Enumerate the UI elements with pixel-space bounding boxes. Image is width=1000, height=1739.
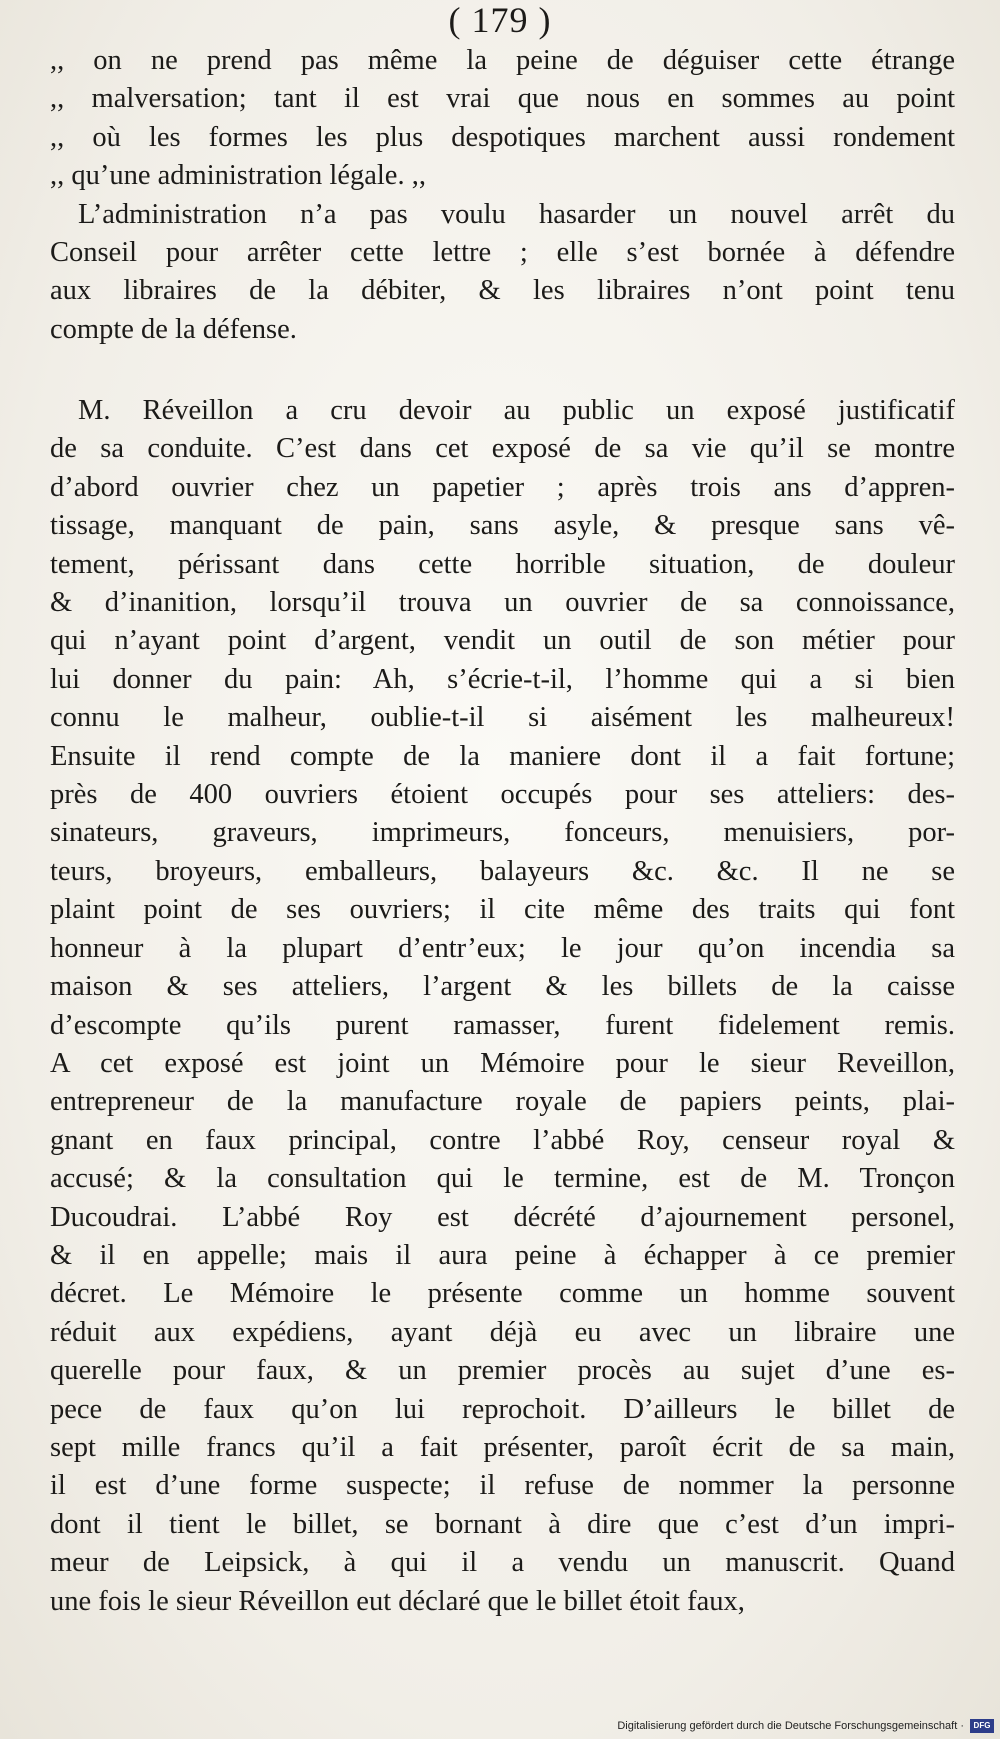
- text-line: sept mille francs qu’il a fait présenter, paroît écrit de sa main,: [50, 1431, 955, 1463]
- paragraph-1: [50, 42, 955, 349]
- text-line: M. Réveillon a cru devoir au public un exposé justificatif: [78, 395, 955, 426]
- footer-text: Digitalisierung gefördert durch die Deutsche Forschungsgemeinschaft ·: [617, 1720, 964, 1732]
- text-line: Conseil pour arrêter cette lettre ; elle s’est bornée à défendre: [50, 237, 955, 269]
- text-line: ,, on ne prend pas même la peine de déguiser cette étrange: [50, 45, 955, 76]
- dfg-logo-icon: DFG: [970, 1719, 994, 1733]
- text-line: ,, qu’une administration légale. ,,: [50, 160, 426, 192]
- text-line: lui donner du pain: Ah, s’écrie-t-il, l’homme qui a si bien: [50, 663, 955, 695]
- text-line: & d’inanition, lorsqu’il trouva un ouvrier de sa connoissance,: [50, 587, 955, 619]
- text-line: & il en appelle; mais il aura peine à échapper à ce premier: [50, 1239, 955, 1271]
- text-line: qui n’ayant point d’argent, vendit un outil de son métier pour: [50, 625, 955, 657]
- text-line: Ducoudrai. L’abbé Roy est décrété d’ajournement personel,: [50, 1201, 955, 1233]
- text-line: connu le malheur, oublie-t-il si aisément les malheureux!: [50, 702, 955, 734]
- text-line: accusé; & la consultation qui le termine, est de M. Tronçon: [50, 1163, 955, 1195]
- page-number: ( 179 ): [448, 0, 552, 40]
- text-line: gnant en faux principal, contre l’abbé Roy, censeur royal &: [50, 1124, 955, 1156]
- text-line: A cet exposé est joint un Mémoire pour le sieur Reveillon,: [50, 1047, 955, 1079]
- text-line: d’abord ouvrier chez un papetier ; après trois ans d’appren-: [50, 471, 955, 503]
- text-line: aux libraires de la débiter, & les libraires n’ont point tenu: [50, 275, 955, 307]
- text-line: L’administration n’a pas voulu hasarder un nouvel arrêt du: [78, 198, 955, 230]
- text-line: une fois le sieur Réveillon eut déclaré que le billet étoit faux,: [50, 1585, 745, 1617]
- text-line: honneur à la plupart d’entr’eux; le jour qu’on incendia sa: [50, 932, 955, 964]
- text-line: querelle pour faux, & un premier procès au sujet d’une es-: [50, 1355, 955, 1387]
- text-line: dont il tient le billet, se bornant à dire que c’est d’un impri-: [50, 1508, 955, 1540]
- text-line: décret. Le Mémoire le présente comme un homme souvent: [50, 1278, 955, 1310]
- text-line: près de 400 ouvriers étoient occupés pour ses atteliers: des-: [50, 779, 955, 811]
- text-line: entrepreneur de la manufacture royale de papiers peints, plai-: [50, 1086, 955, 1118]
- text-line: pece de faux qu’on lui reprochoit. D’ailleurs le billet de: [50, 1393, 955, 1425]
- text-line: teurs, broyeurs, emballeurs, balayeurs &c. &c. Il ne se: [50, 855, 955, 887]
- text-line: meur de Leipsick, à qui il a vendu un manuscrit. Quand: [50, 1547, 955, 1579]
- text-line: tissage, manquant de pain, sans asyle, & presque sans vê-: [50, 510, 955, 542]
- text-line: compte de la défense.: [50, 313, 297, 345]
- text-line: réduit aux expédiens, ayant déjà eu avec un libraire une: [50, 1316, 955, 1348]
- text-line: ,, malversation; tant il est vrai que nous en sommes au point: [50, 83, 955, 115]
- text-line: Ensuite il rend compte de la maniere dont il a fait fortune;: [50, 740, 955, 772]
- text-line: de sa conduite. C’est dans cet exposé de sa vie qu’il se montre: [50, 433, 955, 465]
- text-line: ,, où les formes les plus despotiques marchent aussi rondement: [50, 121, 955, 153]
- text-line: sinateurs, graveurs, imprimeurs, fonceurs, menuisiers, por-: [50, 817, 955, 849]
- paragraph-2: [50, 392, 955, 1621]
- text-line: d’escompte qu’ils purent ramasser, furent fidelement remis.: [50, 1009, 955, 1041]
- text-line: tement, périssant dans cette horrible situation, de douleur: [50, 548, 955, 580]
- digitization-credit: [617, 1717, 994, 1735]
- text-line: maison & ses atteliers, l’argent & les billets de la caisse: [50, 971, 955, 1003]
- text-line: il est d’une forme suspecte; il refuse de nommer la personne: [50, 1470, 955, 1502]
- text-line: plaint point de ses ouvriers; il cite même des traits qui font: [50, 894, 955, 926]
